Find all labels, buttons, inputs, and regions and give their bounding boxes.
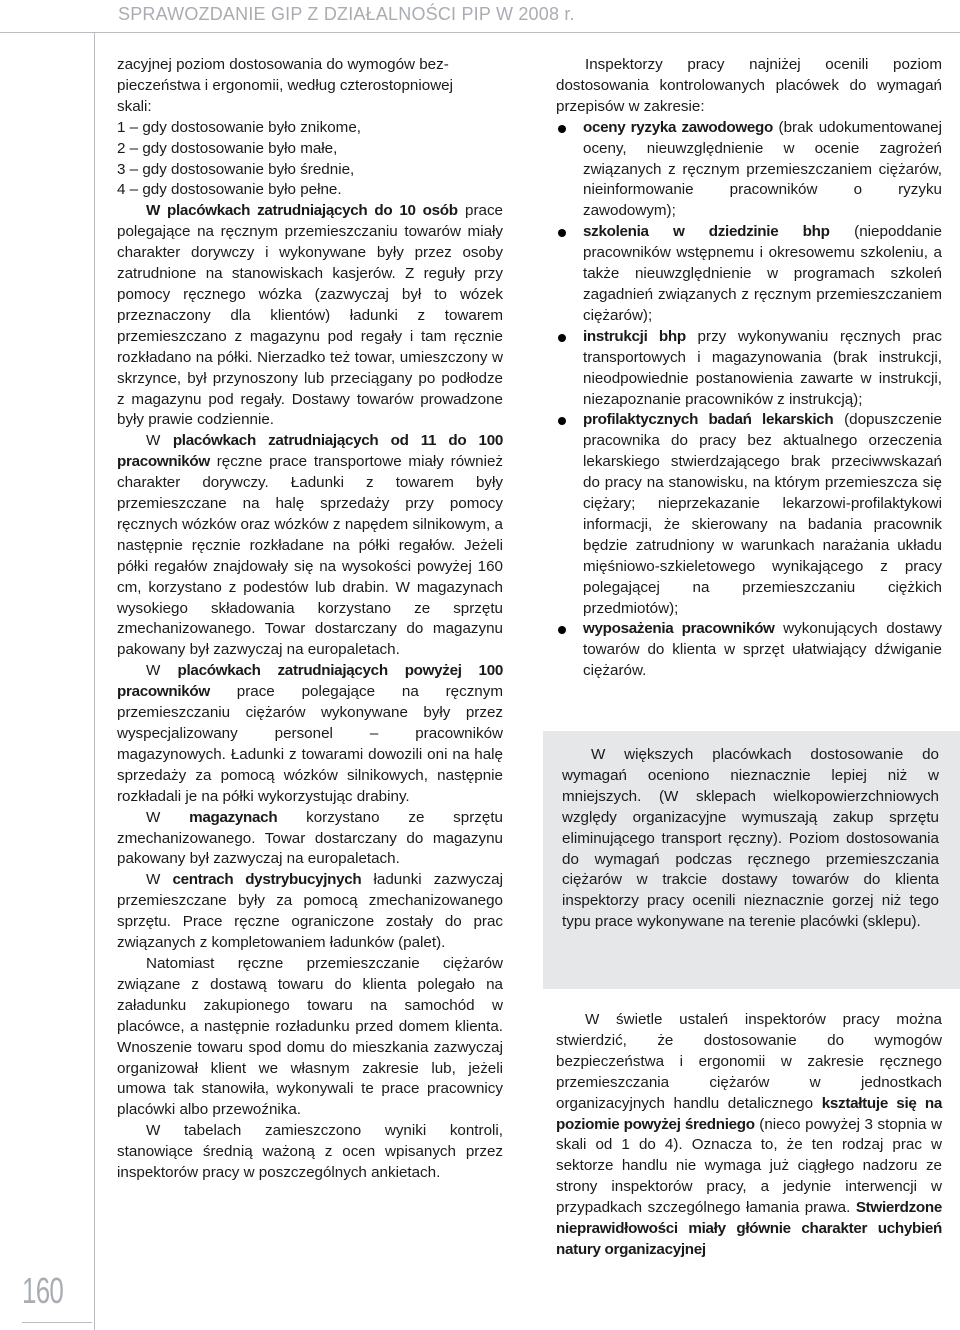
highlight-box-text	[562, 745, 939, 933]
paragraph-text: W	[146, 808, 190, 826]
bullet-icon	[558, 334, 566, 342]
list-item-text: (niepoddanie pracowników wstępnemu i okresowemu szkoleniu, a także nieuwzględnienie w programach szkoleń zagadnień związanych z ręcznym przemieszczaniem ciężarów);	[583, 223, 942, 324]
conclusion-block	[556, 1010, 942, 1261]
scale-line: 1 – gdy dostosowanie było znikome,	[117, 118, 361, 136]
highlight-paragraph: W większych placówkach dostosowanie do wymagań oceniono nieznacznie lepiej niż w mniejszych. (W sklepach wielkopowierzchniowych względy organizacyjne wymuszają zakup sprzętu eliminującego transport ręczny). Poziom dostosowania do wymagań podczas ręcznego przemieszczania ciężarów w trakcie dostawy towarów do klienta inspektorzy pracy ocenili nieznacznie gorzej niż tego typu prace wykonywane na terenie placówki (sklepu).	[562, 746, 939, 931]
scale-line: pieczeństwa i ergonomii, według czterostopniowej	[117, 76, 453, 94]
paragraph-medium-units	[117, 431, 503, 661]
paragraph-warehouses	[117, 808, 503, 871]
scale-line: 4 – gdy dostosowanie było pełne.	[117, 181, 342, 199]
page-number: 160	[22, 1270, 64, 1311]
paragraph-text: W	[146, 871, 173, 889]
conclusion-paragraph	[556, 1010, 942, 1261]
bold-phrase: W placówkach zatrudniających do 10 osób	[146, 202, 458, 220]
bold-phrase: placówkach zatrudniających powyżej 100 pracowników	[117, 662, 503, 701]
paragraph-text: ręczne prace transportowe miały również charakter dorywczy. Ładunki z towarem były przemieszczane na halę sprzedaży przy pomocy ręcznych wózków oraz wózków z napędem silnikowym, a następnie ręcznie rozkładane na półki regałów. Jeżeli półki regałów znajdowały się na wysokości powyżej 160 cm, korzystano z podestów lub drabin. W magazynach wysokiego składowania korzystano ze sprzętu zmechanizowanego. Towar dostarczany do magazynu pakowany był zazwyczaj na europaletach.	[117, 453, 503, 659]
left-column	[117, 55, 503, 1184]
paragraph-text: prace polegające na ręcznym przemieszczaniu towarów miały charakter dorywczy i wykonywane były przez osoby zatrudnione na stanowiskach kasjerów. Z reguły przy pomocy ręcznego wózka (zazwyczaj był to wózek przeznaczony dla klientów) ładunki z towarem przemieszczano z magazynu pod regały i tam ręcznie rozkładano na półki. Nierzadko też towar, umieszczony w skrzynce, był przynoszony lub przeciągany po podłodze z magazynu pod regały. Dostawy towarów prowadzone były prawie codziennie.	[117, 202, 503, 429]
intro-paragraph: Inspektorzy pracy najniżej ocenili poziom dostosowania kontrolowanych placówek do wymagań przepisów w zakresie:	[556, 56, 942, 115]
bullet-icon	[558, 626, 566, 634]
paragraph-distribution-centres	[117, 870, 503, 954]
bold-phrase: oceny ryzyka zawodowego	[583, 118, 773, 136]
bold-phrase: profilaktycznych badań lekarskich	[583, 411, 834, 429]
list-item	[556, 327, 942, 411]
bold-phrase: szkolenia w dziedzinie bhp	[583, 223, 830, 241]
paragraph-text: W	[146, 662, 178, 680]
scale-paragraph	[117, 55, 503, 201]
right-column	[556, 55, 942, 682]
bold-phrase: Stwierdzone nieprawidłowości miały głównie charakter uchybień natury organizacyjnej	[556, 1199, 942, 1258]
list-item-text: przy wykonywaniu ręcznych prac transportowych i magazynowania (brak instrukcji, nieodpowiednie postanowienia zawarte w instrukcji, niezapoznanie pracowników z instrukcją);	[583, 327, 942, 408]
paragraph-text: korzystano ze sprzętu zmechanizowanego. Towar dostarczany do magazynu pakowany był zazwyczaj na europaletach.	[117, 808, 503, 868]
deficiency-list	[556, 118, 942, 682]
scale-line: skali:	[117, 97, 152, 115]
bold-phrase: instrukcji bhp	[583, 327, 686, 345]
list-item-text: (dopuszczenie pracownika do pracy bez aktualnego orzeczenia lekarskiego stwierdzającego brak przeciwwskazań do pracy na stanowisku, na którym przemieszcza się ciężary; nieprzekazanie lekarzowi-profilaktykowi informacji, że skierowany na badania pracownik będzie zatrudniony w warunkach narażania układu mięśniowo-szkieletowego wynikającego z pracy polegającej na przemieszczaniu ciężkich przedmiotów);	[583, 411, 943, 617]
bold-phrase: kształtuje się na poziomie powyżej średniego	[556, 1094, 942, 1133]
page-number-rule	[22, 1322, 92, 1323]
list-item-text: wykonujących dostawy towarów do klienta w sprzęt ułatwiający dźwiganie ciężarów.	[583, 620, 942, 680]
bullet-icon	[558, 417, 566, 425]
list-item	[556, 619, 942, 682]
bullet-icon	[558, 229, 566, 237]
bold-phrase: centrach dystrybucyjnych	[172, 871, 362, 889]
list-item	[556, 222, 942, 327]
bold-phrase: magazynach	[189, 808, 278, 826]
running-title: SPRAWOZDANIE GIP Z DZIAŁALNOŚCI PIP W 2008 r.	[118, 4, 575, 24]
paragraph-text: prace polegające na ręcznym przemieszczaniu ciężarów wykonywane były przez wyspecjalizowany personel – pracowników magazynowych. Ładunki z towarami dowozili oni na halę sprzedaży za pomocą wózków silnikowych, następnie rozkładali je na półki wykorzystując drabiny.	[117, 683, 503, 805]
paragraph-delivery: Natomiast ręczne przemieszczanie ciężarów związane z dostawą towaru do klienta polegało na załadunku zakupionego towaru na samochód w placówce, a następnie rozładunku przed domem klienta. Wnoszenie towaru spod domu do mieszkania zazwyczaj organizował klient we własnym zakresie lub, jeżeli umowa tak stanowiła, wykonywali te prace pracownicy placówki albo przewoźnika.	[117, 954, 503, 1119]
scale-line: 3 – gdy dostosowanie było średnie,	[117, 160, 355, 178]
scale-line: 2 – gdy dostosowanie było małe,	[117, 139, 338, 157]
paragraph-text: W	[146, 432, 173, 450]
paragraph-large-units	[117, 661, 503, 807]
paragraph-text: (nieco powyżej 3 stopnia w skali od 1 do 4). Oznacza to, że ten rodzaj prac w sektorze handlu nie wymaga już ciągłego nadzoru ze strony inspektorów pracy, a jedynie interwencji w przypadkach szczególnego łamania prawa.	[556, 1115, 942, 1217]
sidebar-divider	[94, 33, 95, 1330]
list-item-text: (brak udokumentowanej oceny, nieuwzględnienie w ocenie zagrożeń związanych z ręcznym przemieszczaniem ciężarów, nieinformowanie pracowników o ryzyku zawodowym);	[583, 118, 942, 220]
paragraph-text: ładunki zazwyczaj przemieszczane były za pomocą zmechanizowanego sprzętu. Prace ręczne ograniczone zostały do prac związanych z kompletowaniem ładunków (palet).	[117, 871, 503, 952]
bold-phrase: placówkach zatrudniających od 11 do 100 pracowników	[117, 432, 503, 471]
bold-phrase: wyposażenia pracowników	[583, 620, 775, 638]
paragraph-small-units	[117, 201, 503, 431]
scale-line: zacyjnej poziom dostosowania do wymogów bez-	[117, 56, 449, 73]
bullet-icon	[558, 125, 566, 133]
running-header	[0, 0, 960, 33]
paragraph-tables: W tabelach zamieszczono wyniki kontroli, stanowiące średnią ważoną z ocen wpisanych przez inspektorów pracy w poszczególnych ankietach.	[117, 1122, 503, 1182]
list-item	[556, 118, 942, 223]
paragraph-text: W świetle ustaleń inspektorów pracy można stwierdzić, że dostosowanie do wymogów bezpieczeństwa i ergonomii w zakresie ręcznego przemieszczania ciężarów w jednostkach organizacyjnych handlu detalicznego	[556, 1011, 942, 1112]
list-item	[556, 410, 942, 619]
